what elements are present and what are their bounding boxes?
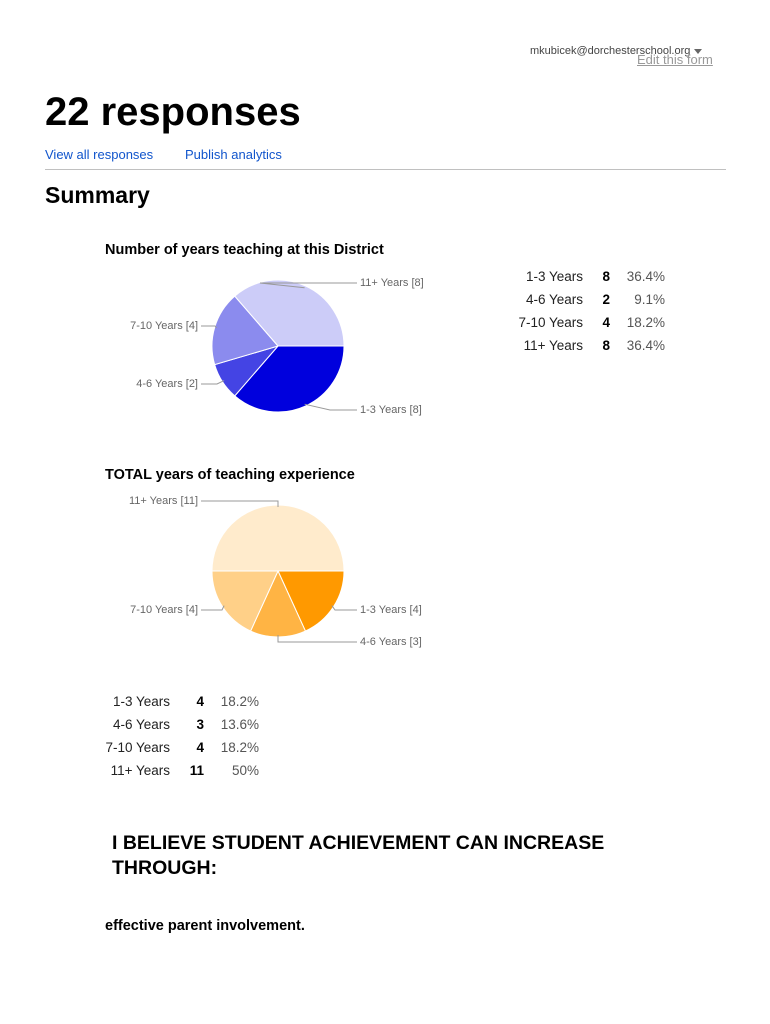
row-label: 4-6 Years bbox=[525, 292, 583, 307]
row-count: 2 bbox=[602, 292, 610, 307]
slice-label: 11+ Years [11] bbox=[128, 494, 198, 507]
slice-label: 1-3 Years [4] bbox=[360, 603, 422, 616]
slice-label: 4-6 Years [2] bbox=[136, 377, 198, 390]
section-heading: I BELIEVE STUDENT ACHIEVEMENT CAN INCREASE THROUGH: bbox=[112, 832, 605, 879]
row-label: 7-10 Years bbox=[105, 740, 170, 755]
edit-form-link[interactable]: Edit this form bbox=[637, 52, 713, 67]
table-row bbox=[100, 713, 259, 736]
row-percent: 9.1% bbox=[634, 292, 665, 307]
table-row bbox=[100, 736, 259, 759]
row-count: 4 bbox=[196, 694, 204, 709]
account-email: mkubicek@dorchesterschool.org bbox=[530, 45, 691, 57]
row-percent: 50% bbox=[231, 763, 259, 778]
row-percent: 36.4% bbox=[626, 269, 665, 284]
stats-table-total-experience bbox=[100, 690, 259, 782]
row-label: 1-3 Years bbox=[112, 694, 170, 709]
pie-slice bbox=[212, 505, 344, 571]
slice-label: 7-10 Years [4] bbox=[130, 603, 198, 616]
row-label: 1-3 Years bbox=[525, 269, 583, 284]
leader-line bbox=[201, 606, 224, 610]
row-label: 4-6 Years bbox=[112, 717, 170, 732]
table-row bbox=[100, 759, 259, 782]
leader-line bbox=[332, 606, 357, 610]
row-count: 11 bbox=[189, 763, 204, 778]
row-count: 8 bbox=[602, 269, 610, 284]
publish-analytics-link[interactable]: Publish analytics bbox=[185, 147, 282, 162]
table-row bbox=[100, 690, 259, 713]
summary-heading: Summary bbox=[45, 182, 150, 208]
row-count: 8 bbox=[602, 338, 610, 353]
row-percent: 18.2% bbox=[626, 315, 665, 330]
slice-label: 7-10 Years [4] bbox=[130, 319, 198, 332]
row-percent: 18.2% bbox=[220, 740, 259, 755]
page-title: 22 responses bbox=[45, 90, 301, 134]
subquestion-title: effective parent involvement. bbox=[105, 918, 305, 934]
slice-label: 1-3 Years [8] bbox=[360, 403, 422, 416]
view-all-responses-link[interactable]: View all responses bbox=[45, 147, 154, 162]
row-count: 4 bbox=[196, 740, 204, 755]
question-title: Number of years teaching at this District bbox=[105, 242, 384, 258]
row-label: 7-10 Years bbox=[518, 315, 583, 330]
row-percent: 36.4% bbox=[626, 338, 665, 353]
row-count: 3 bbox=[196, 717, 204, 732]
row-label: 11+ Years bbox=[110, 763, 170, 778]
slice-label: 11+ Years [8] bbox=[360, 276, 424, 289]
row-label: 11+ Years bbox=[523, 338, 583, 353]
question-title: TOTAL years of teaching experience bbox=[105, 467, 355, 483]
row-percent: 13.6% bbox=[220, 717, 259, 732]
row-percent: 18.2% bbox=[220, 694, 259, 709]
slice-label: 4-6 Years [3] bbox=[360, 635, 422, 648]
row-count: 4 bbox=[602, 315, 610, 330]
